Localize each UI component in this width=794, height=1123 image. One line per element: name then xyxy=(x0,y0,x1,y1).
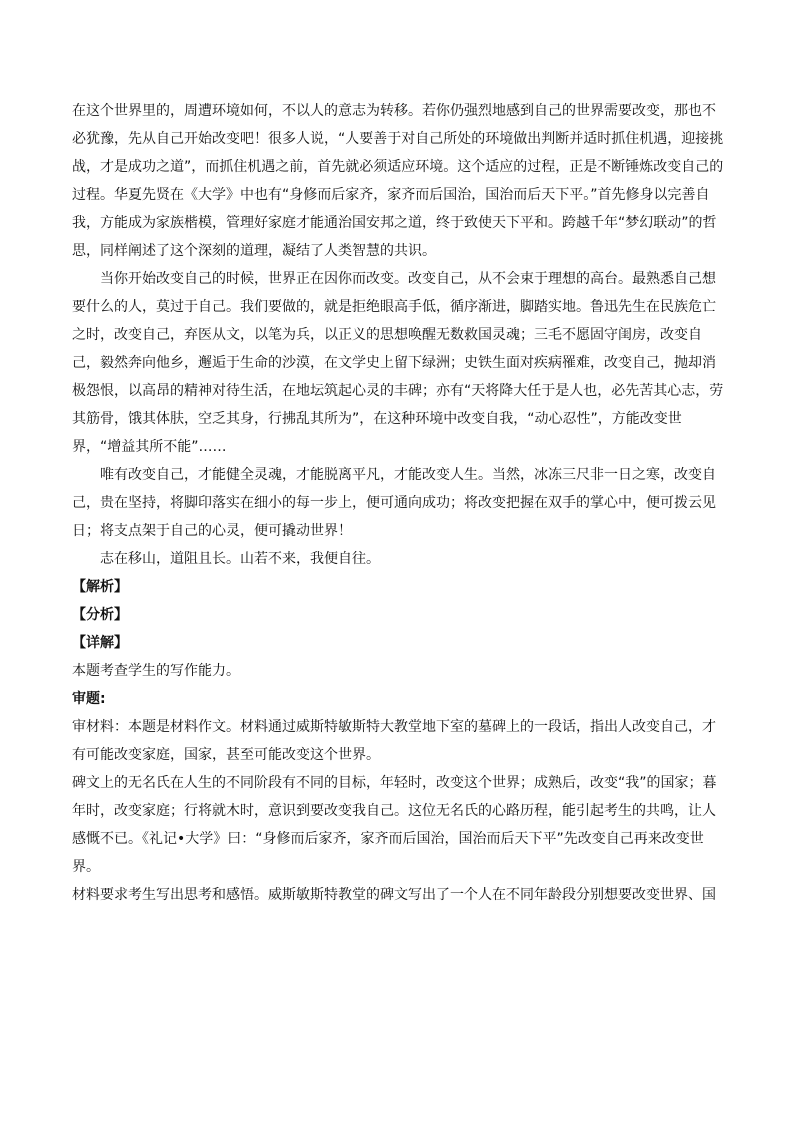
analysis-intro: 本题考查学生的写作能力。 xyxy=(72,663,240,679)
essay-paragraph-2: 当你开始改变自己的时候，世界正在因你而改变。改变自己，从不会束于理想的高台。最熟悉自己想要什么的人，莫过于自己。我们要做的，就是拒绝眼高手低，循序渐进，脚踏实地。鲁迅先生在民族危亡之时，改变自己，弃医从文，以笔为兵，以正义的思想唤醒无数救国灵魂；三毛不愿固守闺房，改变自己，毅然奔向他乡，邂逅于生命的沙漠，在文学史上留下绿洲；史铁生面对疾病罹难，改变自己，抛却消极怨恨，以高昂的精神对待生活，在地坛筑起心灵的丰碑；亦有“天将降大任于是人也，必先苦其心志，劳其筋骨，饿其体肤，空乏其身，行拂乱其所为”，在这种环境中改变自我，“动心忍性”，方能改变世界，“增益其所不能”…… xyxy=(72,271,724,455)
essay-paragraph-1: 在这个世界里的，周遭环境如何，不以人的意志为转移。若你仍强烈地感到自己的世界需要改变，那也不必犹豫，先从自己开始改变吧！很多人说，“人要善于对自己所处的环境做出判断并适时抓住机遇，迎接挑战，才是成功之道”，而抓住机遇之前，首先就必须适应环境。这个适应的过程，正是不断锤炼改变自己的过程。华夏先贤在《大学》中也有“身修而后家齐，家齐而后国治，国治而后天下平。”首先修身以完善自我，方能成为家族楷模，管理好家庭才能通治国安邦之道，终于致使天下平和。跨越千年“梦幻联动”的哲思，同样阐述了这个深刻的道理，凝结了人类智慧的共识。 xyxy=(72,103,724,259)
analysis-paragraph-3: 材料要求考生写出思考和感悟。威斯敏斯特教堂的碑文写出了一个人在不同年龄段分别想要改变世界、国 xyxy=(72,887,716,903)
document-page xyxy=(72,97,724,909)
fenxi-heading: 【分析】 xyxy=(72,607,128,623)
xiangjie-heading: 【详解】 xyxy=(72,635,128,651)
jiexi-heading: 【解析】 xyxy=(72,579,128,595)
essay-paragraph-4: 志在移山，道阻且长。山若不来，我便自往。 xyxy=(100,551,380,567)
shenti-heading: 审题: xyxy=(72,691,106,707)
analysis-paragraph-2: 碑文上的无名氏在人生的不同阶段有不同的目标，年轻时，改变这个世界；成熟后，改变“我”的国家；暮年时，改变家庭；行将就木时，意识到要改变我自己。这位无名氏的心路历程，能引起考生的共鸣，让人感慨不已。《礼记•大学》曰：“身修而后家齐，家齐而后国治，国治而后天下平”先改变自己再来改变世界。 xyxy=(72,775,717,875)
essay-paragraph-3: 唯有改变自己，才能健全灵魂，才能脱离平凡，才能改变人生。当然，冰冻三尺非一日之寒，改变自己，贵在坚持，将脚印落实在细小的每一步上，便可通向成功；将改变把握在双手的掌心中，便可拨云见日；将支点架于自己的心灵，便可撬动世界！ xyxy=(72,467,716,539)
analysis-paragraph-1: 审材料：本题是材料作文。材料通过威斯特敏斯特大教堂地下室的墓碑上的一段话，指出人改变自己，才有可能改变家庭，国家，甚至可能改变这个世界。 xyxy=(72,719,716,763)
